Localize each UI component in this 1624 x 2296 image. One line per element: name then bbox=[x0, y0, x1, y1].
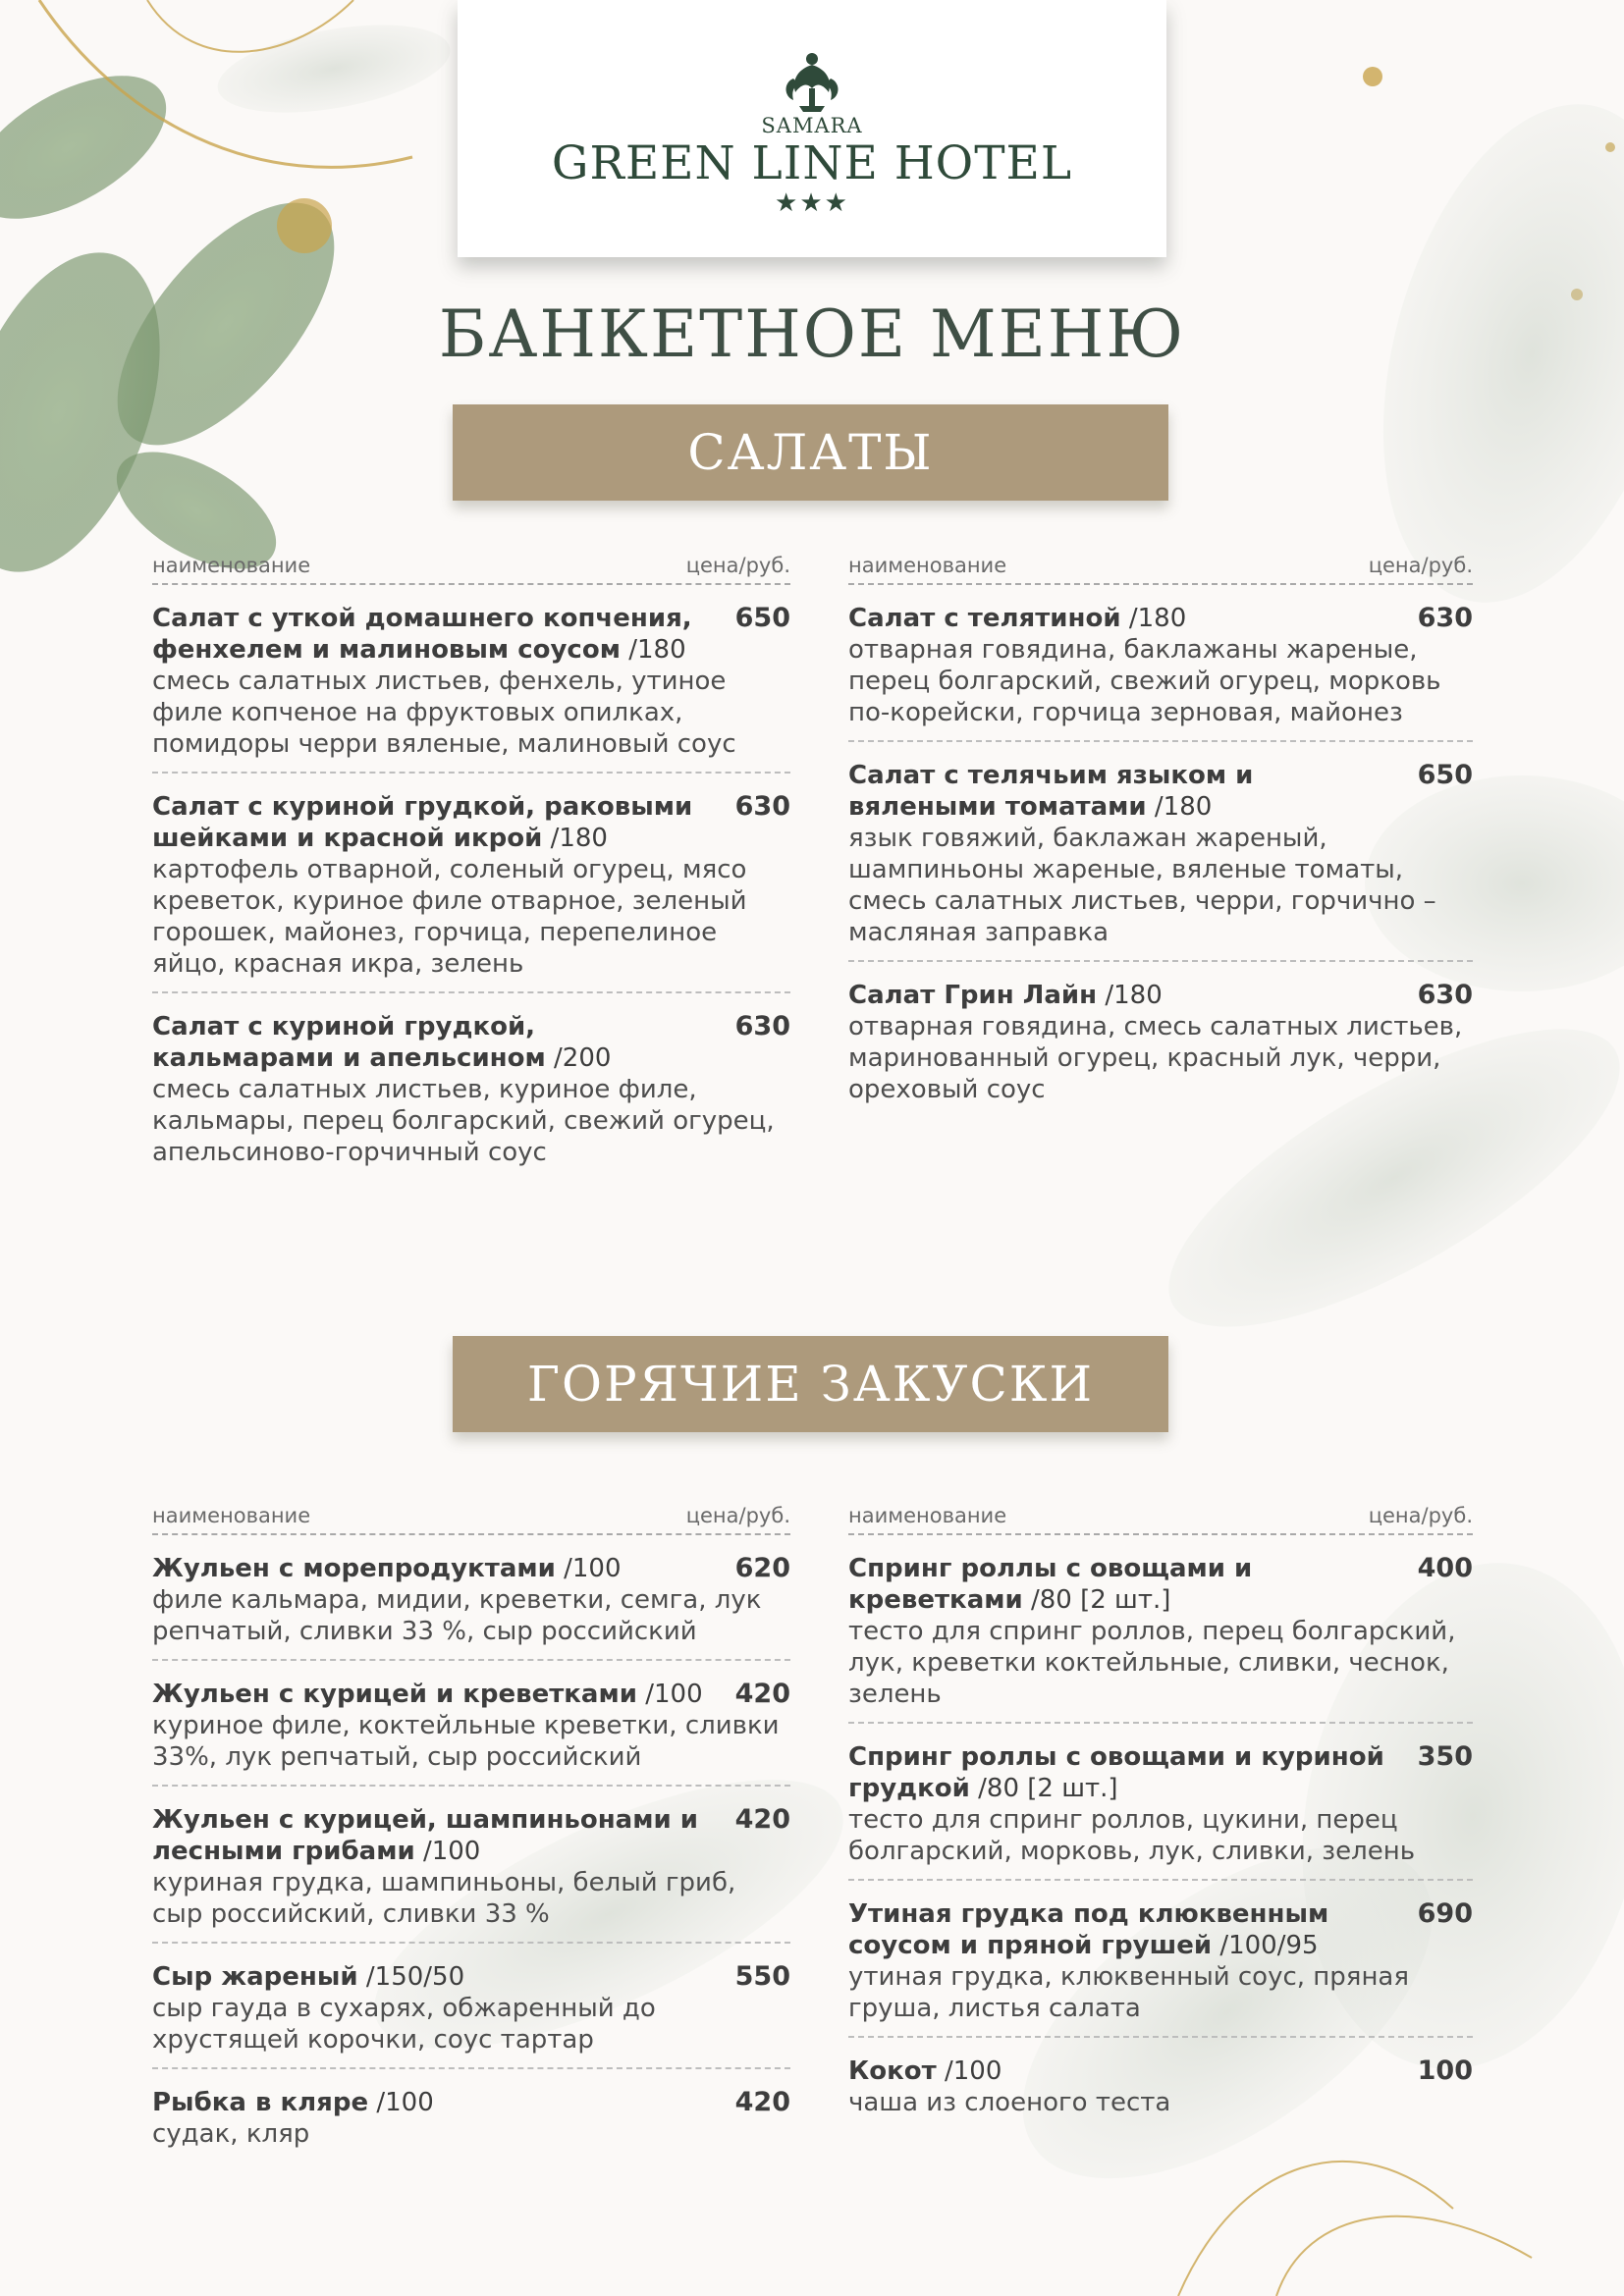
menu-item-portion: /180 bbox=[1128, 604, 1187, 633]
menu-item-name: Сыр жареный bbox=[152, 1962, 358, 1992]
name-label: наименование bbox=[152, 554, 311, 577]
hotel-logo-card bbox=[458, 0, 1166, 257]
menu-item-title bbox=[152, 1011, 722, 1074]
menu-item-price: 420 bbox=[734, 1679, 790, 1709]
menu-item-description: отварная говядина, баклажаны жареные, перец болгарский, свежий огурец, морковь по-корейски, горчица зерновая, майонез bbox=[848, 635, 1441, 727]
menu-item-price: 630 bbox=[1417, 603, 1473, 633]
menu-item bbox=[848, 1724, 1473, 1881]
price-label: цена/руб. bbox=[1368, 554, 1473, 577]
menu-item-portion: /100/95 bbox=[1219, 1931, 1319, 1960]
menu-item bbox=[848, 585, 1473, 742]
menu-item-description: куриное филе, коктейльные креветки, сливки 33%, лук репчатый, сыр российский bbox=[152, 1711, 780, 1772]
menu-item-description: куриная грудка, шампиньоны, белый гриб, сыр российский, сливки 33 % bbox=[152, 1868, 736, 1929]
menu-item-title bbox=[152, 1553, 722, 1584]
price-label: цена/руб. bbox=[1368, 1504, 1473, 1527]
price-label: цена/руб. bbox=[685, 554, 790, 577]
menu-item-portion: /80 [2 шт.] bbox=[978, 1774, 1118, 1803]
logo-hotel-name: GREEN LINE HOTEL bbox=[551, 136, 1073, 190]
menu-item-name: Утиная грудка под клюквенным соусом и пряной грушей bbox=[848, 1899, 1329, 1960]
column-header bbox=[848, 554, 1473, 585]
column-header bbox=[152, 1504, 790, 1535]
menu-item-name: Салат с куриной грудкой, кальмарами и апельсином bbox=[152, 1012, 546, 1073]
menu-item bbox=[152, 1944, 790, 2069]
menu-item-portion: /180 bbox=[1105, 981, 1163, 1010]
menu-item-name: Спринг роллы с овощами и креветками bbox=[848, 1554, 1253, 1615]
menu-item bbox=[848, 2038, 1473, 2130]
menu-item-price: 650 bbox=[1417, 760, 1473, 790]
menu-item-name: Салат с телячьим языком и вялеными томатами bbox=[848, 761, 1254, 822]
menu-title: БАНКЕТНОЕ МЕНЮ bbox=[438, 296, 1186, 372]
menu-item bbox=[848, 742, 1473, 962]
menu-item-name: Салат с уткой домашнего копчения, фенхелем и малиновым соусом bbox=[152, 604, 692, 665]
menu-item-description: судак, кляр bbox=[152, 2119, 310, 2149]
name-label: наименование bbox=[848, 1504, 1007, 1527]
logo-stars: ★★★ bbox=[775, 188, 849, 218]
menu-item-name: Салат с телятиной bbox=[848, 604, 1121, 633]
menu-item-portion: /180 bbox=[628, 635, 686, 665]
menu-item-description: смесь салатных листьев, фенхель, утиное филе копченое на фруктовых опилках, помидоры черри вяленые, малиновый соус bbox=[152, 667, 736, 759]
menu-item-price: 550 bbox=[734, 1961, 790, 1992]
menu-item-description: картофель отварной, соленый огурец, мясо креветок, куриное филе отварное, зеленый горошек, майонез, горчица, перепелиное яйцо, красная икра, зелень bbox=[152, 855, 747, 979]
menu-item-portion: /100 bbox=[376, 2088, 434, 2117]
menu-item-price: 420 bbox=[734, 2087, 790, 2117]
price-label: цена/руб. bbox=[685, 1504, 790, 1527]
menu-item-description: язык говяжий, баклажан жареный, шампиньоны жареные, вяленые томаты, смесь салатных листьев, черри, горчично – масляная заправка bbox=[848, 824, 1436, 947]
menu-item-portion: /180 bbox=[1154, 792, 1213, 822]
menu-item bbox=[152, 1535, 790, 1661]
menu-item-portion: /100 bbox=[645, 1680, 703, 1709]
salads-right-column bbox=[848, 554, 1473, 1117]
menu-item-title bbox=[152, 2087, 722, 2118]
menu-item-price: 650 bbox=[734, 603, 790, 633]
menu-item-portion: /100 bbox=[422, 1837, 481, 1866]
menu-item-portion: /180 bbox=[550, 824, 608, 853]
menu-item-title bbox=[152, 603, 722, 666]
menu-item-price: 400 bbox=[1417, 1553, 1473, 1583]
name-label: наименование bbox=[848, 554, 1007, 577]
salads-left-column bbox=[152, 554, 790, 1180]
menu-item-title bbox=[848, 760, 1404, 823]
menu-item-title bbox=[152, 1679, 722, 1710]
menu-item bbox=[152, 585, 790, 774]
menu-item-name: Салат Грин Лайн bbox=[848, 981, 1098, 1010]
menu-item-price: 690 bbox=[1417, 1898, 1473, 1929]
menu-item-name: Жульен с морепродуктами bbox=[152, 1554, 556, 1583]
menu-item-name: Рыбка в кляре bbox=[152, 2088, 369, 2117]
column-header bbox=[152, 554, 790, 585]
menu-item-price: 350 bbox=[1417, 1741, 1473, 1772]
menu-item-portion: /200 bbox=[554, 1043, 612, 1073]
hot-appetizers-banner: ГОРЯЧИЕ ЗАКУСКИ bbox=[453, 1336, 1168, 1432]
menu-item-title bbox=[848, 1553, 1404, 1616]
column-header bbox=[848, 1504, 1473, 1535]
name-label: наименование bbox=[152, 1504, 311, 1527]
menu-item-name: Салат с куриной грудкой, раковыми шейками и красной икрой bbox=[152, 792, 693, 853]
menu-item-price: 630 bbox=[1417, 980, 1473, 1010]
menu-item-price: 100 bbox=[1417, 2056, 1473, 2086]
menu-item-title bbox=[848, 1898, 1404, 1961]
hot-right-column bbox=[848, 1504, 1473, 2130]
menu-item-title bbox=[152, 1804, 722, 1867]
menu-item-portion: /150/50 bbox=[365, 1962, 465, 1992]
menu-item-price: 630 bbox=[734, 791, 790, 822]
logo-emblem-icon bbox=[782, 49, 842, 114]
menu-item-price: 630 bbox=[734, 1011, 790, 1041]
menu-item-description: отварная говядина, смесь салатных листьев, маринованный огурец, красный лук, черри, ореховый соус bbox=[848, 1012, 1463, 1104]
menu-item bbox=[848, 1881, 1473, 2038]
menu-item-name: Жульен с курицей, шампиньонами и лесными грибами bbox=[152, 1805, 698, 1866]
menu-item-description: чаша из слоеного теста bbox=[848, 2088, 1171, 2117]
menu-item-description: сыр гауда в сухарях, обжаренный до хрустящей корочки, соус тартар bbox=[152, 1994, 656, 2055]
menu-item-price: 420 bbox=[734, 1804, 790, 1835]
menu-item bbox=[152, 1787, 790, 1944]
menu-item-title bbox=[848, 1741, 1404, 1804]
menu-item-portion: /100 bbox=[564, 1554, 622, 1583]
salads-banner: САЛАТЫ bbox=[453, 404, 1168, 501]
menu-item-name: Кокот bbox=[848, 2056, 937, 2086]
menu-item bbox=[152, 2069, 790, 2162]
menu-item-title bbox=[848, 2056, 1404, 2087]
menu-item-title bbox=[848, 603, 1404, 634]
menu-item-name: Жульен с курицей и креветками bbox=[152, 1680, 637, 1709]
menu-item-portion: /80 [2 шт.] bbox=[1030, 1585, 1171, 1615]
menu-item-name: Спринг роллы с овощами и куриной грудкой bbox=[848, 1742, 1384, 1803]
menu-item bbox=[152, 993, 790, 1180]
logo-city: SAMARA bbox=[761, 114, 863, 137]
menu-item-price: 620 bbox=[734, 1553, 790, 1583]
menu-item-description: утиная грудка, клюквенный соус, пряная груша, листья салата bbox=[848, 1962, 1410, 2023]
menu-item-portion: /100 bbox=[944, 2056, 1002, 2086]
menu-item-title bbox=[152, 791, 722, 854]
menu-item-description: тесто для спринг роллов, перец болгарский, лук, креветки коктейльные, сливки, чеснок, зелень bbox=[848, 1617, 1456, 1709]
menu-item-description: смесь салатных листьев, куриное филе, кальмары, перец болгарский, свежий огурец, апельсиново-горчичный соус bbox=[152, 1075, 775, 1167]
menu-item bbox=[152, 1661, 790, 1787]
menu-item-title bbox=[152, 1961, 722, 1993]
hot-left-column bbox=[152, 1504, 790, 2162]
menu-item bbox=[848, 1535, 1473, 1724]
menu-item-title bbox=[848, 980, 1404, 1011]
menu-item bbox=[152, 774, 790, 993]
menu-item bbox=[848, 962, 1473, 1117]
menu-item-description: тесто для спринг роллов, цукини, перец болгарский, морковь, лук, сливки, зелень bbox=[848, 1805, 1416, 1866]
menu-item-description: филе кальмара, мидии, креветки, семга, лук репчатый, сливки 33 %, сыр российский bbox=[152, 1585, 762, 1646]
